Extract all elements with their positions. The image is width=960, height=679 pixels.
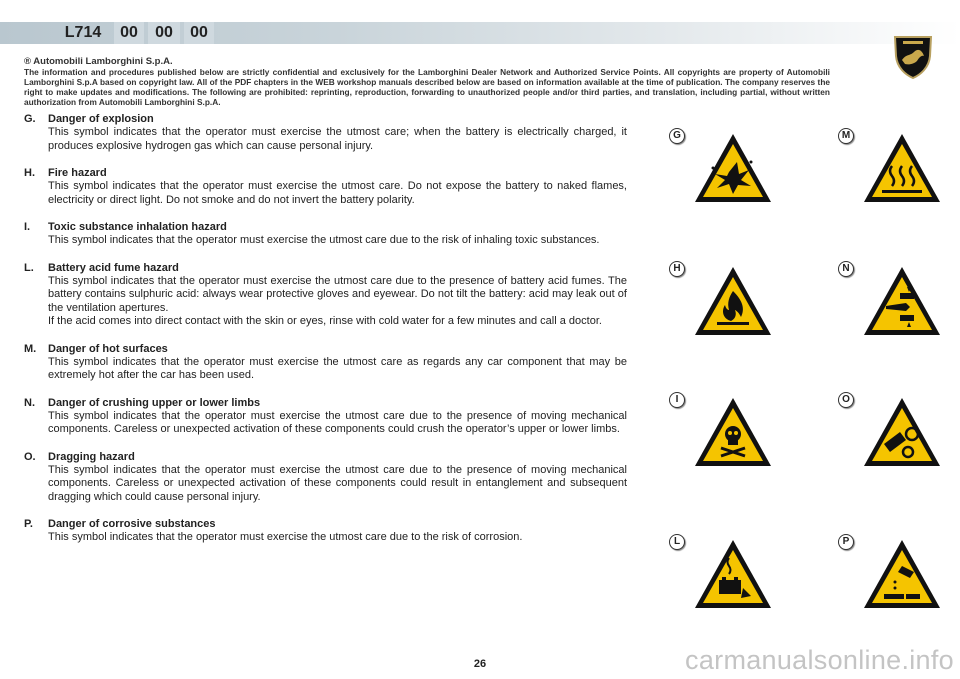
lamborghini-shield-logo-icon bbox=[892, 34, 934, 80]
symbol-label: G bbox=[669, 128, 685, 144]
hazard-title: Dragging hazard bbox=[48, 450, 135, 463]
toxic-skull-warning-icon bbox=[693, 396, 773, 468]
copyright-text: The information and procedures published below are strictly confidential and exclusively for the Lamborghini Dealer Network and Authorized Service Points. All copyrights are property of Automobili Lamborghini S.p.A based on copyright law. All of the PDF chapters in the WEB workshop manuals described below are based on information available at the time of publication. The company reserves the right to make updates and modifications. The following are prohibited: reprinting, reproduction, forwarding to unauthorized people and/or third parties, and translation, including partial, without written authorization from Automobili Lamborghini S.p.A. bbox=[24, 67, 830, 107]
symbol-h bbox=[669, 261, 789, 341]
hazard-title: Battery acid fume hazard bbox=[48, 261, 179, 274]
hazard-letter: N. bbox=[24, 396, 35, 409]
watermark: carmanualsonline.info bbox=[685, 645, 954, 675]
model-code: L714 bbox=[64, 24, 102, 41]
copyright-notice bbox=[24, 56, 830, 107]
hazard-item-g bbox=[24, 113, 627, 153]
corrosive-warning-icon bbox=[862, 538, 942, 610]
hazard-title: Danger of explosion bbox=[48, 113, 154, 125]
entanglement-warning-icon bbox=[862, 396, 942, 468]
symbol-l bbox=[669, 534, 789, 614]
hazard-description: This symbol indicates that the operator must exercise the utmost care as regards any car component that may be extremely hot after the car has been used. bbox=[48, 355, 627, 381]
hazard-item-h bbox=[24, 167, 627, 207]
hazard-item-n bbox=[24, 397, 627, 437]
hazard-title: Danger of crushing upper or lower limbs bbox=[48, 396, 261, 409]
explosion-warning-icon bbox=[693, 132, 773, 204]
hazard-item-m bbox=[24, 343, 627, 383]
symbol-label: H bbox=[669, 261, 685, 277]
hazard-title: Fire hazard bbox=[48, 167, 107, 179]
hazard-description: This symbol indicates that the operator must exercise the utmost care due to the presence of battery acid fumes. The battery contains sulphuric acid: always wear protective gloves and eyewear. Do not tilt the battery: acid may leak out of the ventilation apertures. bbox=[48, 274, 627, 314]
hazard-title: Danger of hot surfaces bbox=[48, 342, 168, 355]
symbol-i bbox=[669, 392, 789, 472]
hazard-description: This symbol indicates that the operator must exercise the utmost care; when the battery is electrically charged, it produces explosive hydrogen gas which can cause personal injury. bbox=[48, 126, 627, 152]
battery-acid-fume-warning-icon bbox=[693, 538, 773, 610]
hazard-letter: O. bbox=[24, 450, 36, 463]
hazard-title: Danger of corrosive substances bbox=[48, 518, 216, 530]
hazard-item-o bbox=[24, 451, 627, 505]
crushing-hand-warning-icon bbox=[862, 265, 942, 337]
symbol-n bbox=[838, 261, 958, 341]
header-band bbox=[0, 22, 960, 44]
hazard-list bbox=[24, 113, 627, 559]
section-code-1: 00 bbox=[114, 22, 144, 44]
symbol-g bbox=[669, 128, 789, 208]
symbol-label: O bbox=[838, 392, 854, 408]
symbol-label: M bbox=[838, 128, 854, 144]
section-code-2: 00 bbox=[148, 22, 180, 44]
hot-surface-warning-icon bbox=[862, 132, 942, 204]
symbol-label: I bbox=[669, 392, 685, 408]
page-number: 26 bbox=[473, 658, 487, 670]
hazard-description: This symbol indicates that the operator must exercise the utmost care due to the presence of moving mechanical components. Careless or unexpected activation of these components could result in entanglement and subsequent dragging which could cause personal injury. bbox=[48, 463, 627, 503]
symbol-label: N bbox=[838, 261, 854, 277]
hazard-item-i bbox=[24, 221, 627, 248]
hazard-description: This symbol indicates that the operator must exercise the utmost care. Do not expose the battery to naked flames, electricity or direct light. Do not smoke and do not invert the battery polarity. bbox=[48, 180, 627, 206]
hazard-letter: H. bbox=[24, 167, 35, 179]
hazard-letter: M. bbox=[24, 342, 37, 355]
hazard-description-extra: If the acid comes into direct contact with the skin or eyes, rinse with cold water for a few minutes and call a doctor. bbox=[48, 315, 602, 327]
hazard-letter: P. bbox=[24, 518, 33, 530]
fire-warning-icon bbox=[693, 265, 773, 337]
symbol-label: L bbox=[669, 534, 685, 550]
hazard-title: Toxic substance inhalation hazard bbox=[48, 221, 227, 233]
hazard-item-p bbox=[24, 518, 627, 545]
symbol-label: P bbox=[838, 534, 854, 550]
hazard-description: This symbol indicates that the operator must exercise the utmost care due to the risk of inhaling toxic substances. bbox=[48, 234, 600, 246]
hazard-letter: G. bbox=[24, 113, 36, 125]
symbol-m bbox=[838, 128, 958, 208]
symbol-o bbox=[838, 392, 958, 472]
section-code-3: 00 bbox=[184, 22, 214, 44]
hazard-letter: I. bbox=[24, 221, 31, 233]
copyright-title: ® Automobili Lamborghini S.p.A. bbox=[24, 56, 173, 67]
hazard-description: This symbol indicates that the operator must exercise the utmost care due to the risk of corrosion. bbox=[48, 531, 523, 543]
symbol-p bbox=[838, 534, 958, 614]
hazard-letter: L. bbox=[24, 261, 34, 274]
hazard-item-l bbox=[24, 262, 627, 329]
hazard-description: This symbol indicates that the operator must exercise the utmost care due to the presence of moving mechanical components. Careless or unexpected activation of these components could crush the operator’s upper or lower limbs. bbox=[48, 409, 627, 435]
